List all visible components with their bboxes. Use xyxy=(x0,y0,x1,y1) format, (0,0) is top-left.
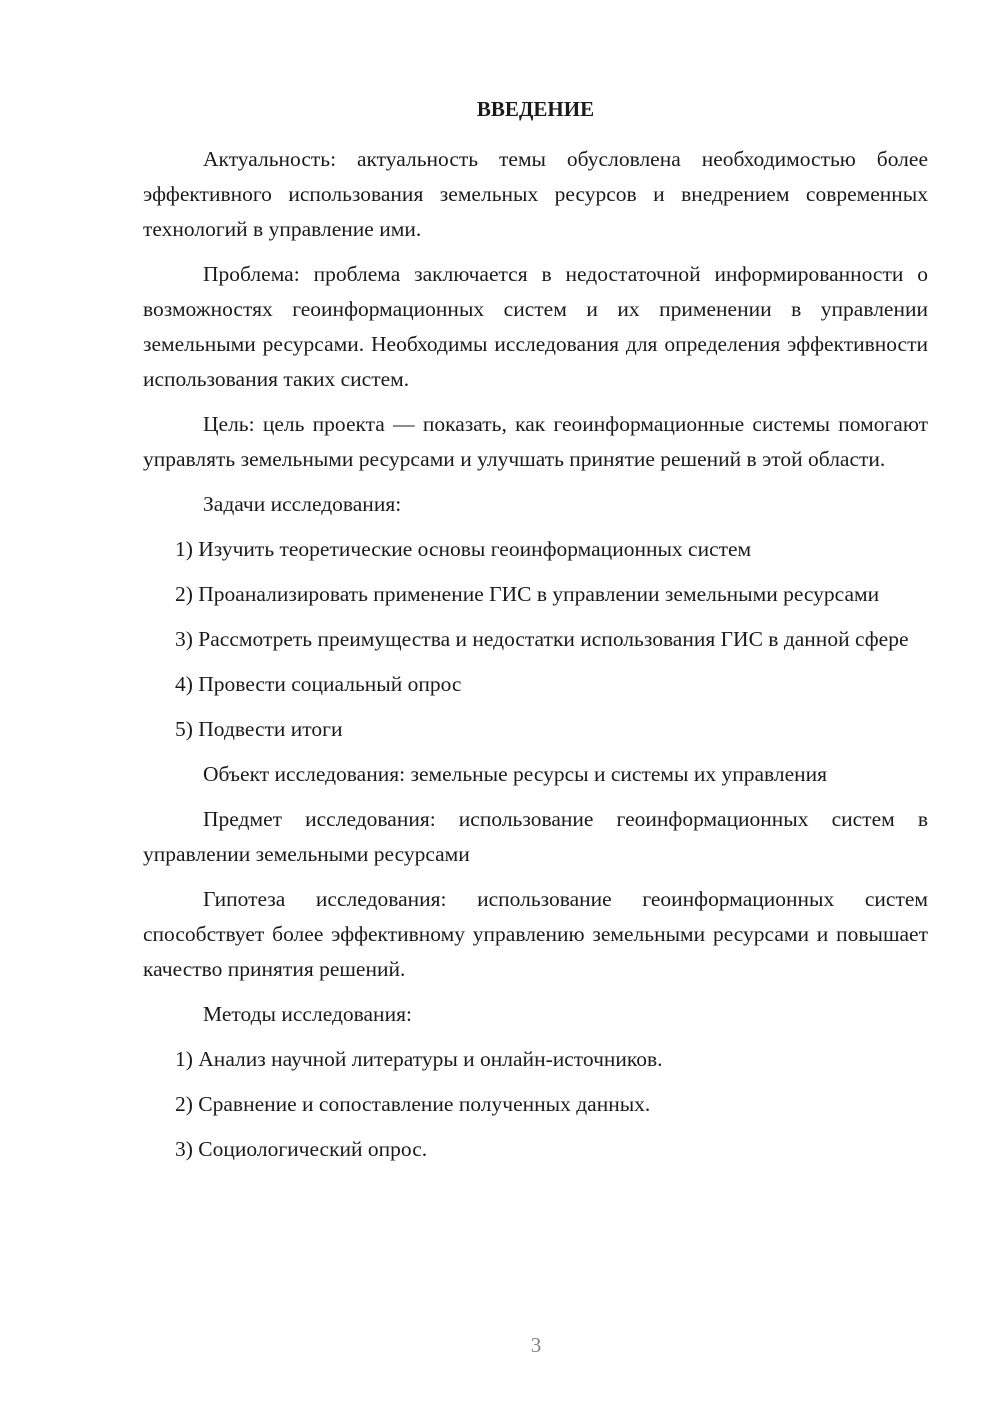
list-item-task-1: 1) Изучить теоретические основы геоинформационных систем xyxy=(175,537,752,561)
list-item-task-4: 4) Провести социальный опрос xyxy=(175,672,462,696)
paragraph-goal: Цель: цель проекта — показать, как геоинформационные системы помогают управлять земельными ресурсами и улучшать принятие решений в этой области. xyxy=(143,412,928,471)
page-number: 3 xyxy=(530,1333,542,1357)
paragraph-methods-heading: Методы исследования: xyxy=(203,1002,412,1026)
page-title: ВВЕДЕНИЕ xyxy=(476,97,595,121)
paragraph-relevance: Актуальность: актуальность темы обусловлена необходимостью более эффективного использования земельных ресурсов и внедрением современных технологий в управление ими. xyxy=(143,147,928,241)
paragraph-subject: Предмет исследования: использование геоинформационных систем в управлении земельными ресурсами xyxy=(143,807,928,866)
paragraph-object: Объект исследования: земельные ресурсы и системы их управления xyxy=(203,762,828,786)
document-page xyxy=(143,92,928,1177)
paragraph-problem: Проблема: проблема заключается в недостаточной информированности о возможностях геоинформационных систем и их применении в управлении земельными ресурсами. Необходимы исследования для определения эффективности использования таких систем. xyxy=(143,262,928,391)
list-item-method-1: 1) Анализ научной литературы и онлайн-источников. xyxy=(175,1047,663,1071)
paragraph-hypothesis: Гипотеза исследования: использование геоинформационных систем способствует более эффективному управлению земельными ресурсами и повышает качество принятия решений. xyxy=(143,887,928,981)
paragraph-tasks-heading: Задачи исследования: xyxy=(203,492,402,516)
list-item-method-2: 2) Сравнение и сопоставление полученных данных. xyxy=(175,1092,651,1116)
list-item-method-3: 3) Социологический опрос. xyxy=(175,1137,428,1161)
list-item-task-3: 3) Рассмотреть преимущества и недостатки использования ГИС в данной сфере xyxy=(175,627,909,651)
list-item-task-5: 5) Подвести итоги xyxy=(175,717,343,741)
list-item-task-2: 2) Проанализировать применение ГИС в управлении земельными ресурсами xyxy=(175,582,880,606)
